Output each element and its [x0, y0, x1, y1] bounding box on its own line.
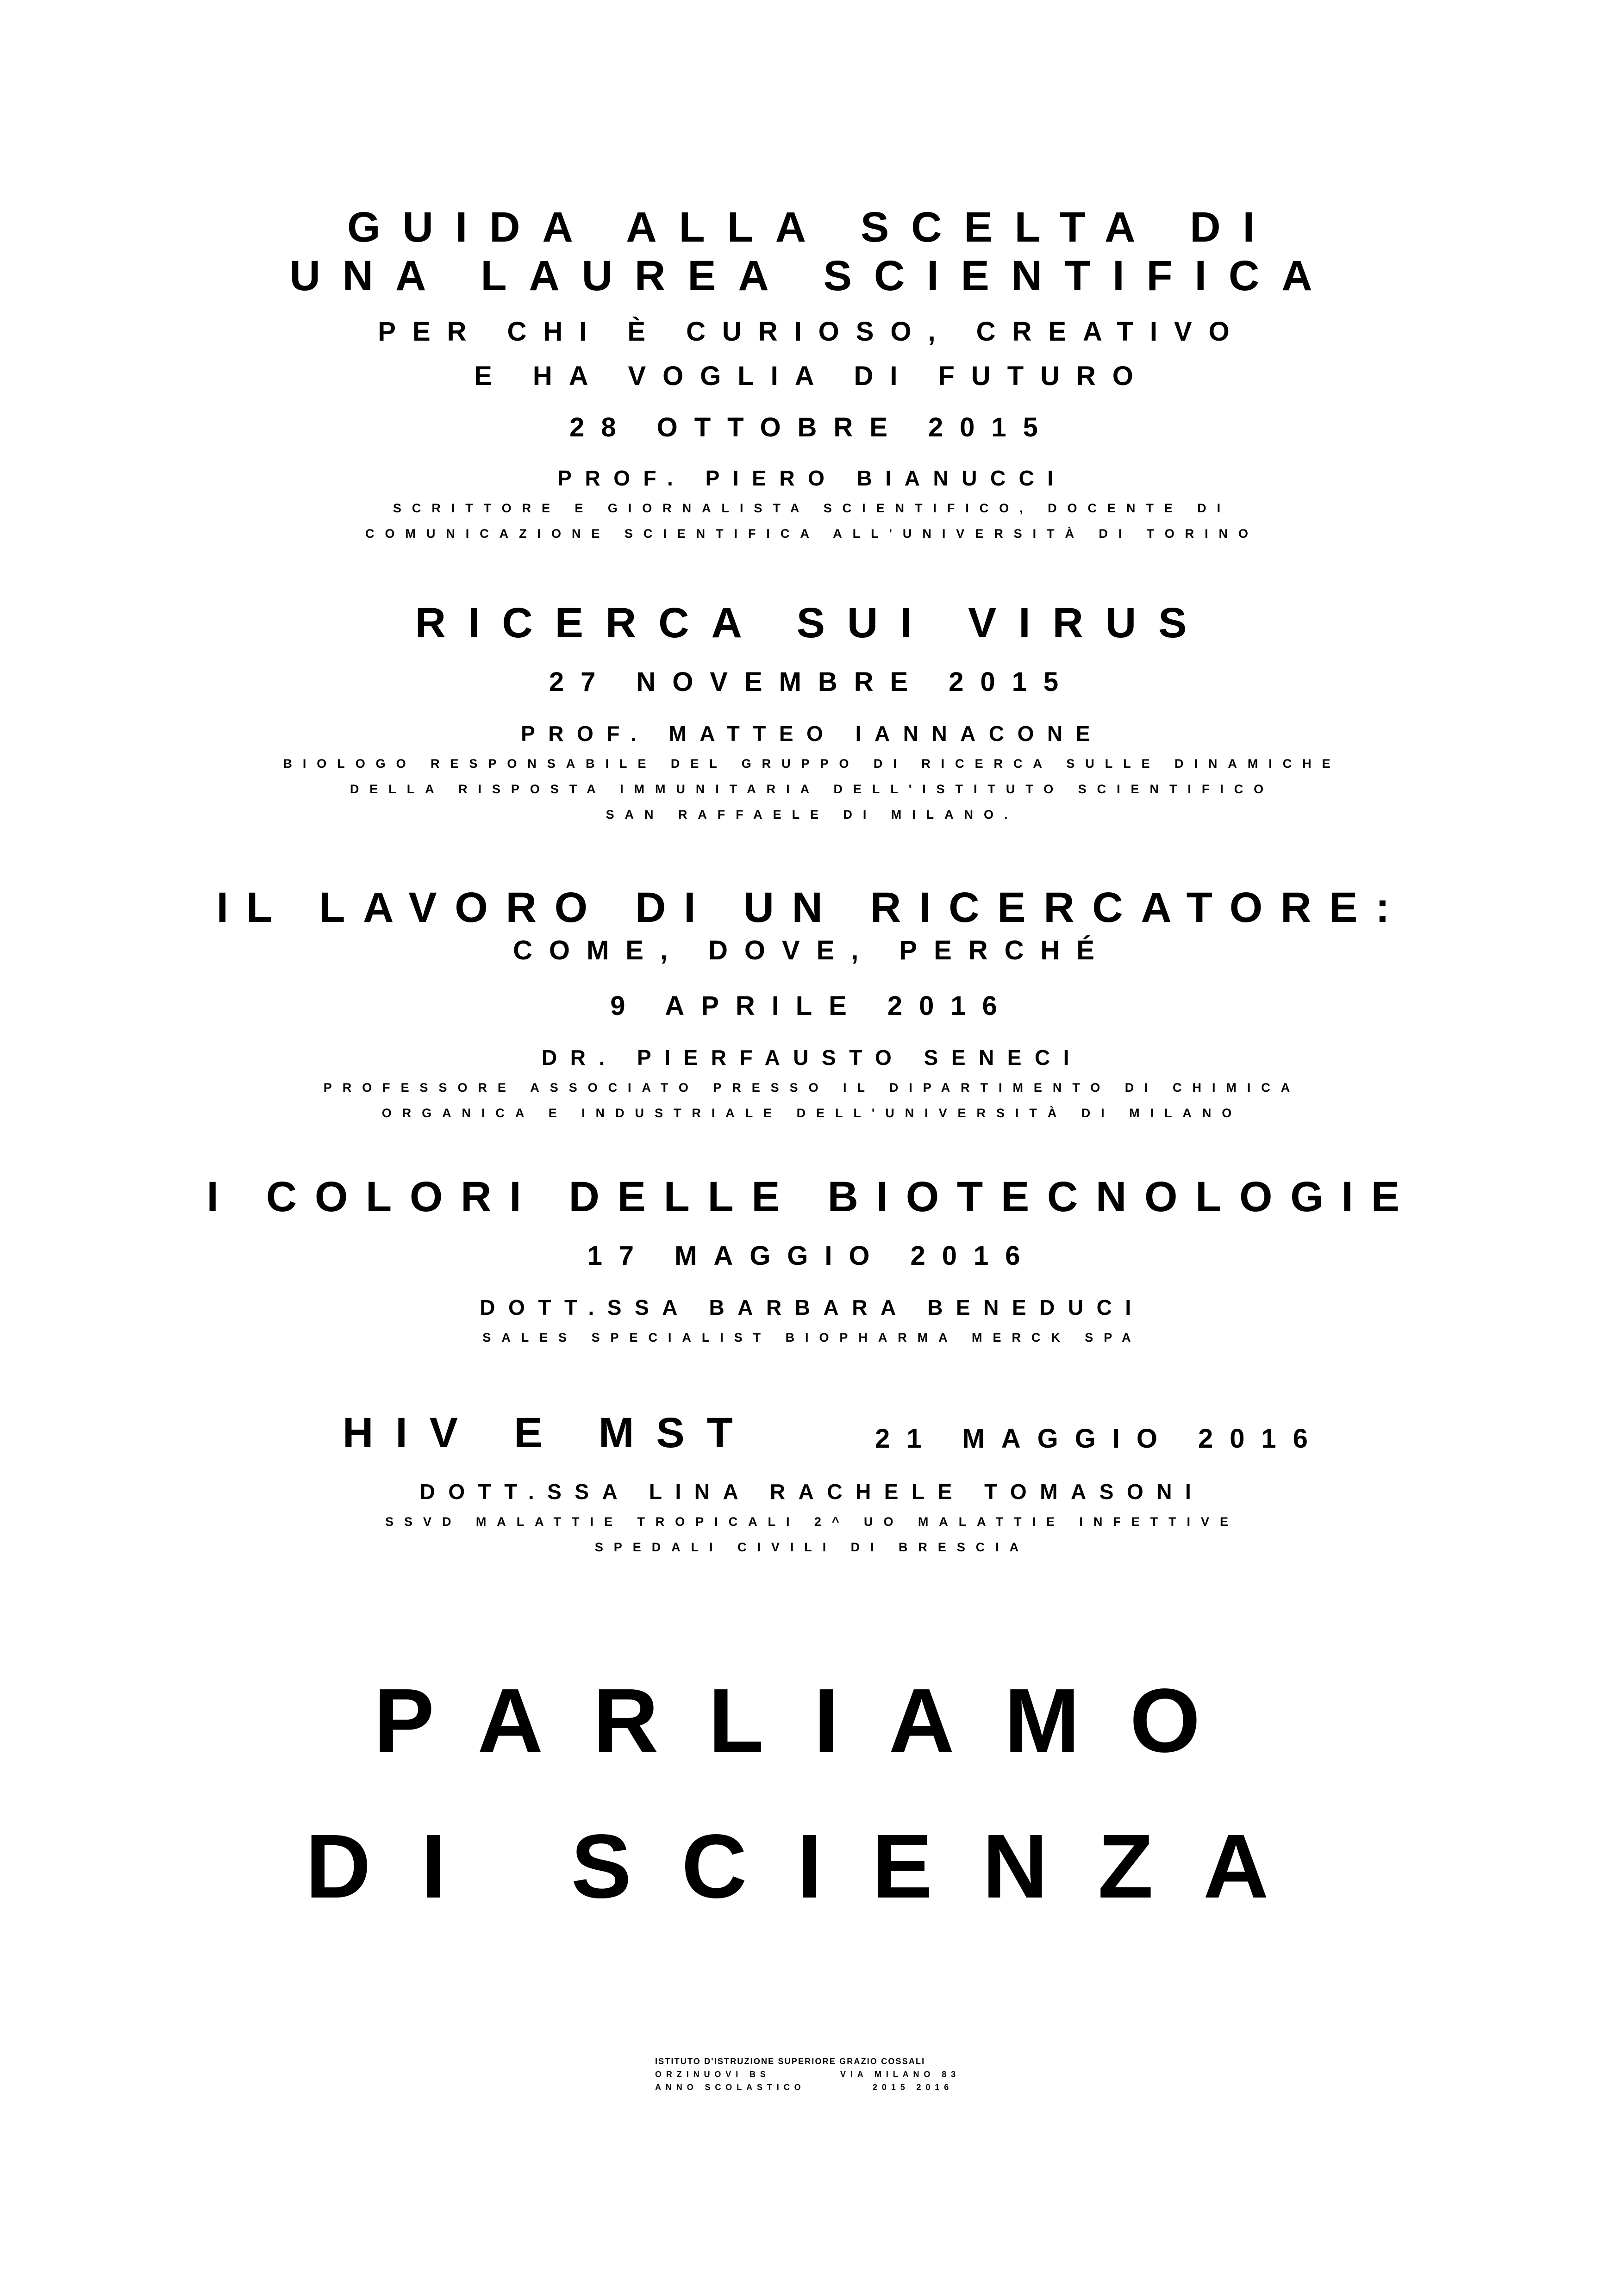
event-description: SCRITTORE E GIORNALISTA SCIENTIFICO, DOCENTE DI — [393, 501, 1231, 515]
event-description: PROFESSORE ASSOCIATO PRESSO IL DIPARTIMENTO DI CHIMICA — [323, 1081, 1301, 1095]
footer-city: ORZINUOVI BS — [655, 2070, 770, 2079]
headline: PARLIAMO — [374, 1670, 1250, 1771]
event-subtitle: PER CHI È CURIOSO, CREATIVO — [378, 317, 1246, 347]
event-description: ORGANICA E INDUSTRIALE DELL'UNIVERSITÀ DI MILANO — [381, 1106, 1243, 1120]
event-title: I COLORI DELLE BIOTECNOLOGIE — [206, 1173, 1418, 1220]
event-date: 21 MAGGIO 2016 — [875, 1424, 1324, 1454]
event-title: UNA LAUREA SCIENTIFICA — [289, 252, 1335, 299]
event-subtitle: COME, DOVE, PERCHÉ — [513, 935, 1111, 965]
footer-year-label: ANNO SCOLASTICO — [655, 2083, 806, 2092]
event-speaker: DR. PIERFAUSTO SENECI — [541, 1045, 1083, 1070]
headline: DI SCIENZA — [305, 1816, 1319, 1917]
footer-address: VIA MILANO 83 — [840, 2070, 961, 2079]
event-description: DELLA RISPOSTA IMMUNITARIA DELL'ISTITUTO SCIENTIFICO — [350, 782, 1274, 796]
event-date: 27 NOVEMBRE 2015 — [549, 667, 1075, 697]
event-speaker: PROF. MATTEO IANNACONE — [521, 722, 1103, 746]
event-description: COMUNICAZIONE SCIENTIFICA ALL'UNIVERSITÀ DI TORINO — [365, 527, 1259, 541]
event-speaker: PROF. PIERO BIANUCCI — [557, 466, 1067, 490]
event-subtitle: E HA VOGLIA DI FUTURO — [474, 361, 1150, 391]
event-title: IL LAVORO DI UN RICERCATORE: — [216, 884, 1408, 931]
event-date: 17 MAGGIO 2016 — [587, 1241, 1037, 1271]
event-speaker: DOTT.SSA BARBARA BENEDUCI — [480, 1295, 1144, 1319]
event-description: BIOLOGO RESPONSABILE DEL GRUPPO DI RICERCA SULLE DINAMICHE — [283, 757, 1341, 771]
event-description: SPEDALI CIVILI DI BRESCIA — [594, 1540, 1030, 1554]
event-speaker: DOTT.SSA LINA RACHELE TOMASONI — [419, 1480, 1205, 1504]
event-date: 28 OTTOBRE 2015 — [569, 412, 1055, 442]
footer-year: 2015 2016 — [873, 2083, 954, 2092]
footer-school: ISTITUTO D'ISTRUZIONE SUPERIORE GRAZIO COSSALI — [655, 2057, 925, 2066]
event-title: GUIDA ALLA SCELTA DI — [347, 204, 1277, 251]
event-title: HIV E MST — [343, 1409, 755, 1456]
event-description: SAN RAFFAELE DI MILANO. — [606, 808, 1018, 821]
event-date: 9 APRILE 2016 — [610, 991, 1014, 1021]
event-description: SALES SPECIALIST BIOPHARMA MERCK SPA — [482, 1331, 1142, 1344]
event-title: RICERCA SUI VIRUS — [415, 599, 1209, 647]
event-description: SSVD MALATTIE TROPICALI 2^ UO MALATTIE INFETTIVE — [385, 1515, 1239, 1529]
